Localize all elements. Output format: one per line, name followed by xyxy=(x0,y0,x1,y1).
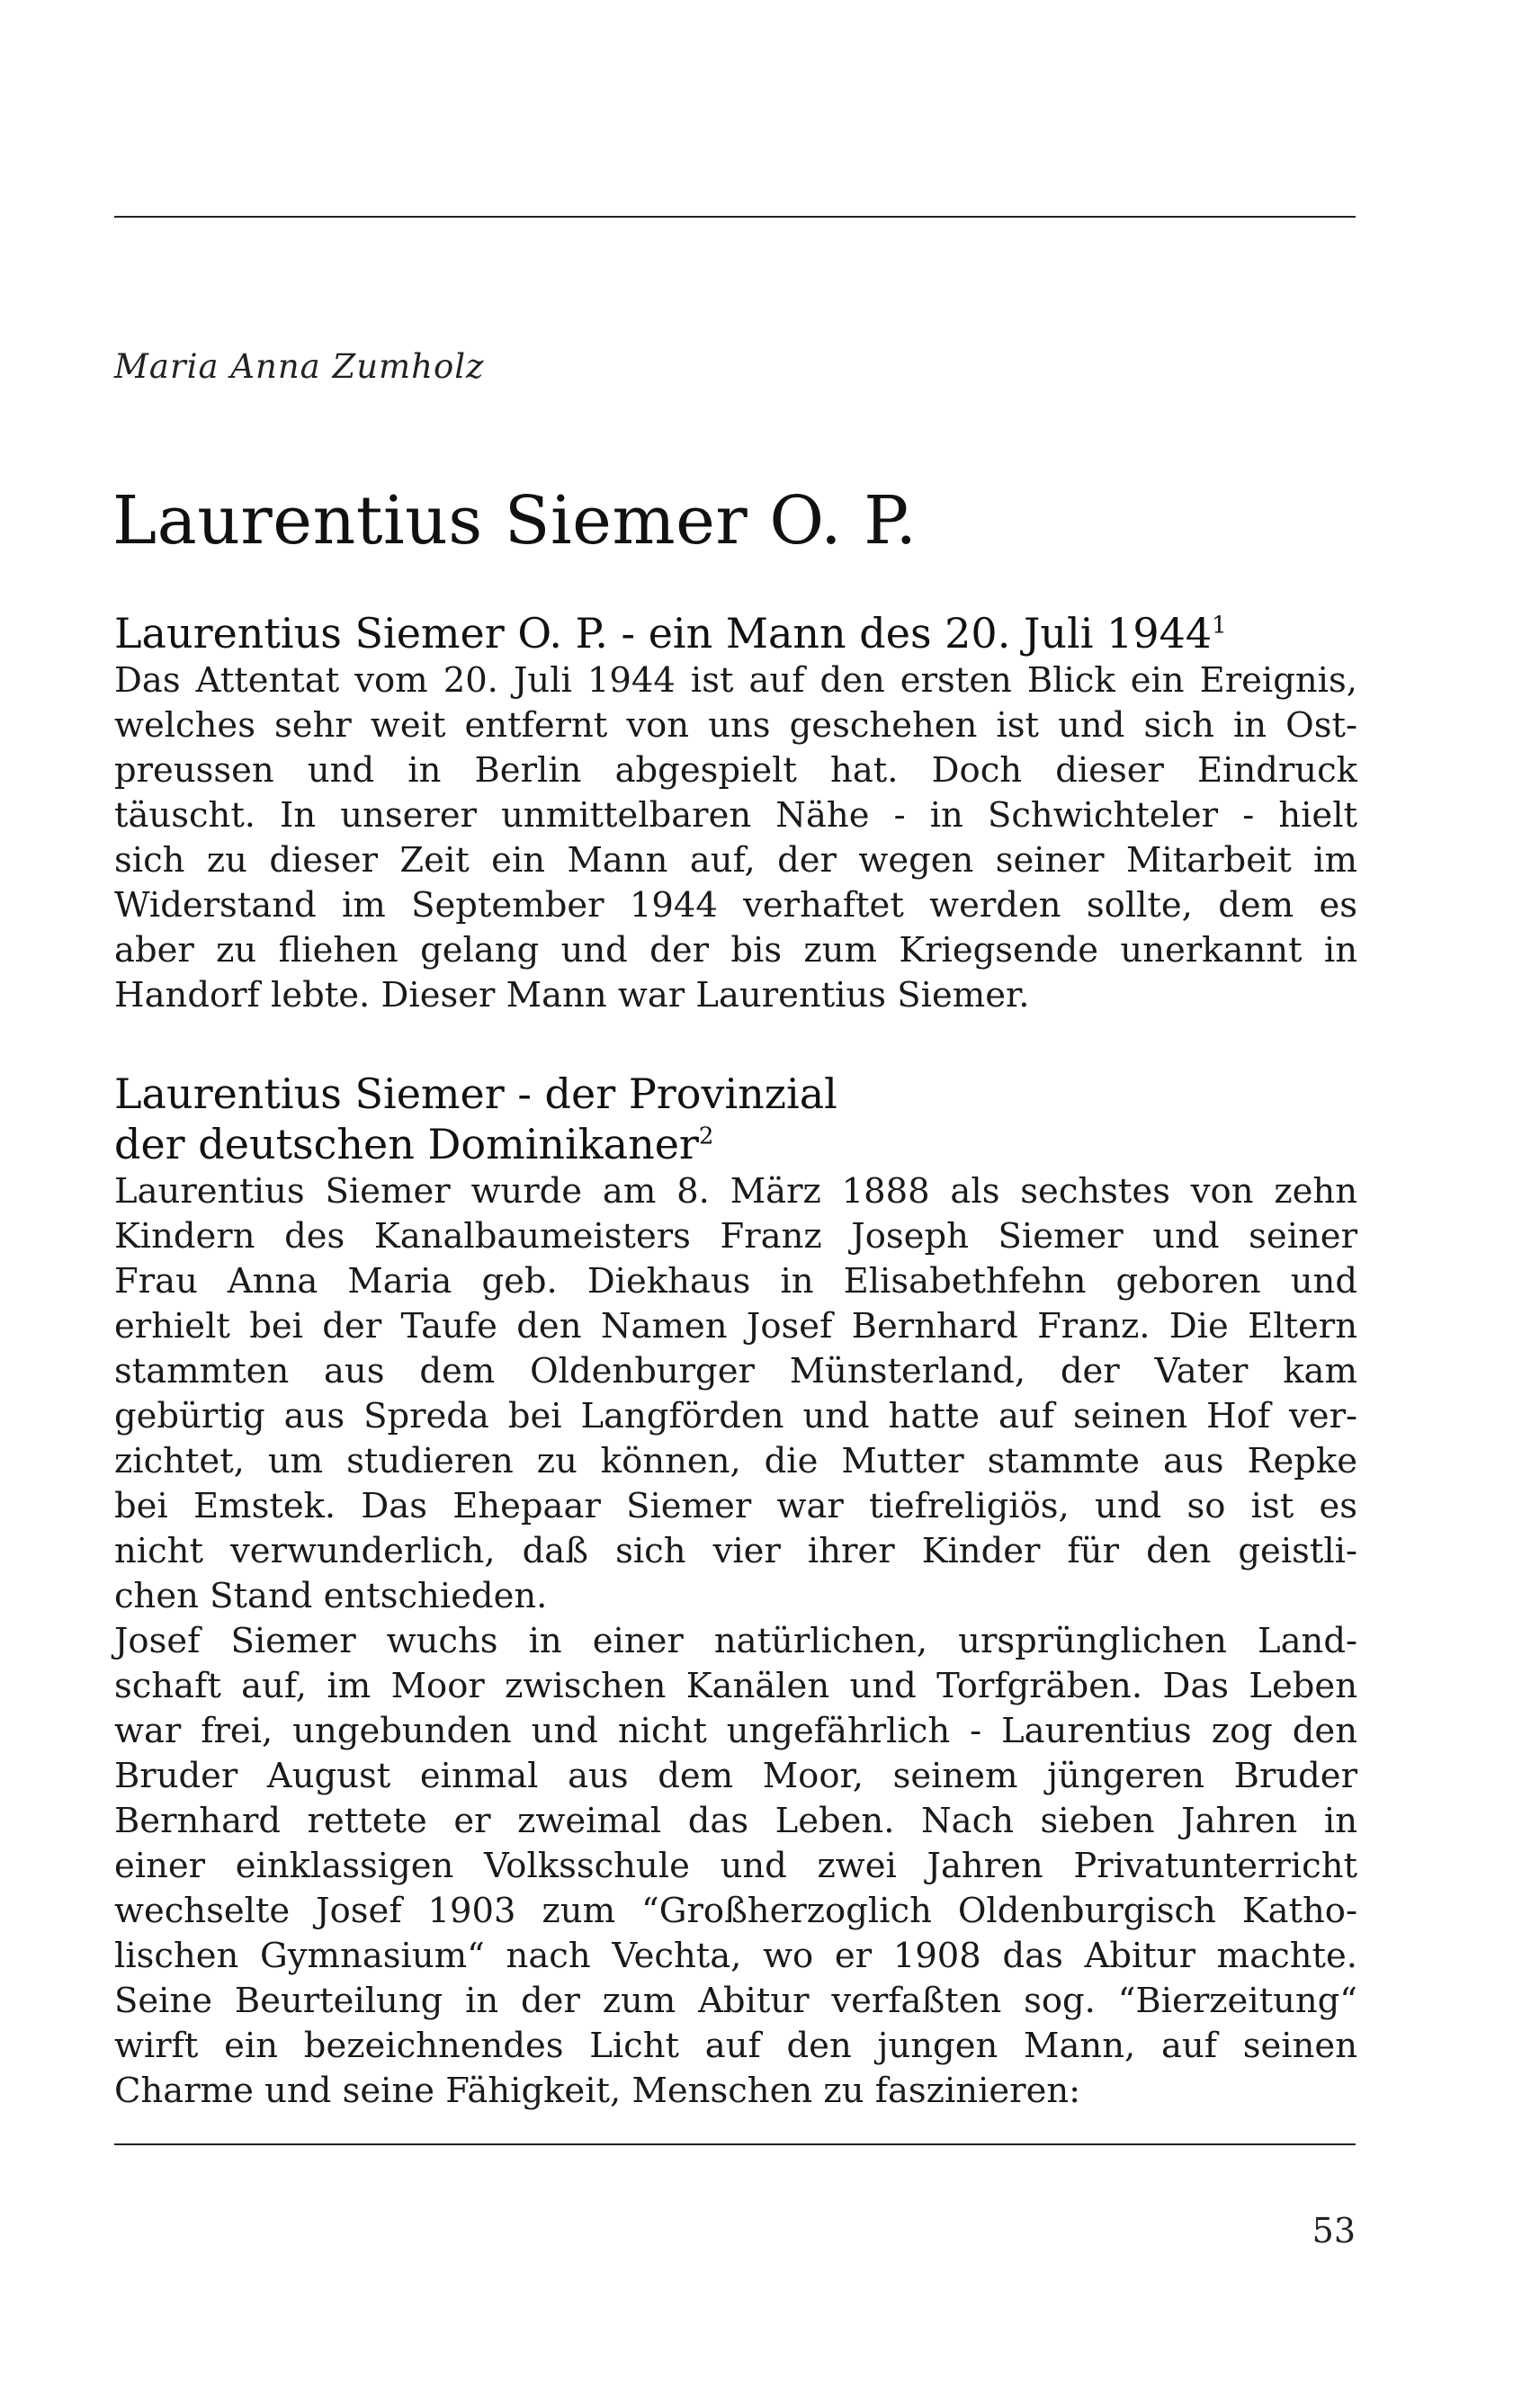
section-1 xyxy=(114,608,1357,1018)
section-1-heading-line: Laurentius Siemer O. P. - ein Mann des 20. Juli 1944$^1$ xyxy=(114,609,1227,658)
bottom-rule xyxy=(114,2143,1356,2145)
section-1-heading xyxy=(114,608,1357,658)
text-line: nicht verwunderlich, daß sich vier ihrer Kinder für den geistli- xyxy=(114,1531,1357,1571)
text-line: Bernhard rettete er zweimal das Leben. Nach sieben Jahren in xyxy=(114,1801,1357,1841)
page-title: Laurentius Siemer O. P. xyxy=(112,482,918,559)
text-line: lischen Gymnasium“ nach Vechta, wo er 1908 das Abitur machte. xyxy=(114,1936,1357,1976)
text-line: aber zu fliehen gelang und der bis zum Kriegsende unerkannt in xyxy=(114,930,1357,971)
text-line: war frei, ungebunden und nicht ungefährlich - Laurentius zog den xyxy=(114,1711,1357,1751)
text-line: sich zu dieser Zeit ein Mann auf, der wegen seiner Mitarbeit im xyxy=(114,840,1357,881)
page-number: 53 xyxy=(1312,2211,1356,2250)
text-line: Frau Anna Maria geb. Diekhaus in Elisabethfehn geboren und xyxy=(114,1261,1357,1302)
text-line: bei Emstek. Das Ehepaar Siemer war tiefreligiös, und so ist es xyxy=(114,1486,1357,1526)
text-line: zichtet, um studieren zu können, die Mutter stammte aus Repke xyxy=(114,1441,1357,1481)
text-line: wirft ein bezeichnendes Licht auf den jungen Mann, auf seinen xyxy=(114,2026,1357,2066)
text-line: Bruder August einmal aus dem Moor, seinem jüngeren Bruder xyxy=(114,1756,1357,1796)
text-line: Laurentius Siemer wurde am 8. März 1888 als sechstes von zehn xyxy=(114,1171,1357,1212)
top-rule xyxy=(114,216,1356,218)
text-line: gebürtig aus Spreda bei Langförden und hatte auf seinen Hof ver- xyxy=(114,1396,1357,1436)
text-line: einer einklassigen Volksschule und zwei Jahren Privatunterricht xyxy=(114,1846,1357,1886)
text-line: chen Stand entschieden. xyxy=(114,1576,548,1616)
section-2 xyxy=(114,1069,1357,2114)
section-2-heading xyxy=(114,1069,1357,1169)
text-line: täuscht. In unserer unmittelbaren Nähe - in Schwichteler - hielt xyxy=(114,795,1357,836)
text-line: Widerstand im September 1944 verhaftet werden sollte, dem es xyxy=(114,885,1357,926)
footnote-marker-1[interactable]: 1 xyxy=(1212,612,1227,640)
text-line: preussen und in Berlin abgespielt hat. Doch dieser Eindruck xyxy=(114,750,1357,791)
text-line: Josef Siemer wuchs in einer natürlichen, ursprünglichen Land- xyxy=(114,1621,1357,1661)
section-2-heading-line: der deutschen Dominikaner$^2$ xyxy=(114,1120,714,1168)
section-2-heading-line: Laurentius Siemer - der Provinzial xyxy=(114,1069,837,1118)
text-line: wechselte Josef 1903 zum “Großherzoglich Oldenburgisch Katho- xyxy=(114,1891,1357,1931)
section-1-paragraph xyxy=(114,658,1357,1018)
footnote-marker-2[interactable]: 2 xyxy=(698,1123,714,1150)
text-line: Das Attentat vom 20. Juli 1944 ist auf den ersten Blick ein Ereignis, xyxy=(114,660,1357,701)
text-line: erhielt bei der Taufe den Namen Josef Bernhard Franz. Die Eltern xyxy=(114,1306,1357,1347)
text-line: welches sehr weit entfernt von uns geschehen ist und sich in Ost- xyxy=(114,705,1357,746)
text-line: Handorf lebte. Dieser Mann war Laurentius Siemer. xyxy=(114,975,1030,1016)
text-line: Kindern des Kanalbaumeisters Franz Joseph Siemer und seiner xyxy=(114,1216,1357,1257)
author-name: Maria Anna Zumholz xyxy=(114,347,485,386)
text-line: stammten aus dem Oldenburger Münsterland, der Vater kam xyxy=(114,1351,1357,1391)
section-2-paragraph xyxy=(114,1169,1357,2114)
text-line: schaft auf, im Moor zwischen Kanälen und Torfgräben. Das Leben xyxy=(114,1666,1357,1706)
text-line: Charme und seine Fähigkeit, Menschen zu faszinieren: xyxy=(114,2071,1081,2111)
text-line: Seine Beurteilung in der zum Abitur verfaßten sog. “Bierzeitung“ xyxy=(114,1981,1357,2021)
